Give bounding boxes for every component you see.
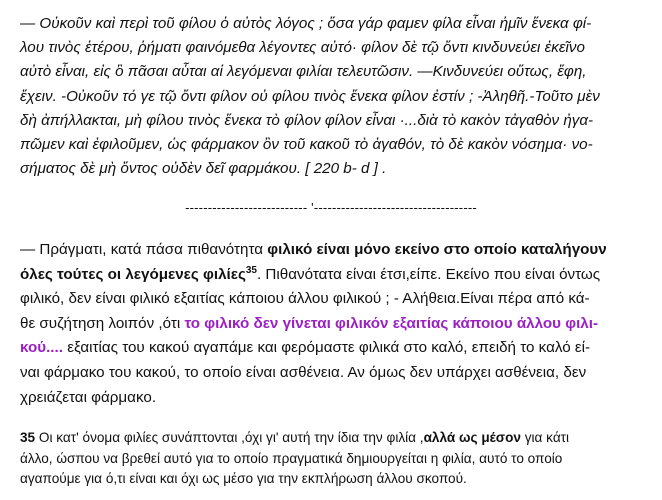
greek-line: δὴ ἀπήλλακται, μὴ φίλου τινὸς ἕνεκα τὸ φίλον φίλον εἶναι ·...διὰ τὸ κακὸν τἀγαθὸν ἠγα- xyxy=(20,111,594,129)
footnote-line: αγαπούμε για ό,τι είναι και όχι ως μέσο για την εκπλήρωση άλλου σκοπού. xyxy=(20,471,467,487)
greek-line: ἔχειν. -Οὐκοῦν τό γε τῷ ὄντι φίλον οὐ φίλου τινὸς ἕνεκα φίλον ἐστίν ; -Ἀληθῆ.-Τοῦτο μὲν xyxy=(20,87,600,105)
translation-text: εξαιτίας του κακού αγαπάμε και φερόμαστε φιλικά στο καλό, επειδή το καλό εί- xyxy=(62,339,591,357)
greek-line: λου τινὸς ἑτέρου, ῥήματι φαινόμεθα λέγοντες αὐτό· φίλον δὲ τῷ ὄντι κινδυνεύει ἐκεῖνο xyxy=(20,39,585,57)
bold-emphasis: όλες τούτες οι λεγόμενες φιλίες xyxy=(20,265,246,283)
bold-emphasis: αλλά ως μέσον xyxy=(423,430,521,445)
translation-line xyxy=(20,263,648,288)
translation-line xyxy=(20,238,648,263)
translation-text: . Πιθανότατα είναι έτσι,είπε. Εκείνο που είναι όντως xyxy=(256,265,601,283)
section-separator: --------------------------- '------------------------------------ xyxy=(185,200,477,215)
greek-line: σήματος δὲ μὴ ὄντος οὐδὲν δεῖ φαρμάκου. [ 220 b- d ] . xyxy=(20,160,387,178)
bold-emphasis: φιλικό είναι μόνο εκείνο στο οποίο καταλήγουν xyxy=(267,241,607,258)
translation-line: ναι φάρμακο του κακού, το οποίο είναι ασθένεια. Αν όμως δεν υπάρχει ασθένεια, δεν xyxy=(20,363,587,381)
footnote xyxy=(20,428,648,490)
translation-line: χρειάζεται φάρμακο. xyxy=(20,388,157,406)
greek-line: — Οὐκοῦν καὶ περὶ τοῦ φίλου ὁ αὐτὸς λόγος ; ὅσα γάρ φαμεν φίλα εἶναι ἡμῖν ἕνεκα φί- xyxy=(20,15,592,32)
footnote-line xyxy=(20,428,648,449)
footnote-text: για κάτι xyxy=(520,430,570,445)
highlighted-phrase: το φιλικό δεν γίνεται φιλικόν εξαιτίας κάποιου άλλου φιλι- xyxy=(184,314,599,332)
footnote-reference[interactable]: 35 xyxy=(245,264,257,276)
translation-text: θε συζήτηση λοιπόν ,ότι xyxy=(20,314,185,332)
translation-text: — Πράγματι, κατά πάσα πιθανότητα xyxy=(20,241,268,258)
footnote-line: άλλο, ώσπου να βρεθεί αυτό για το οποίο πραγματικά δημιουργείται η φιλία, αυτό το οποίο xyxy=(20,450,563,466)
greek-passage xyxy=(20,12,646,181)
footnote-number: 35 xyxy=(20,430,36,445)
translation-line xyxy=(20,336,648,361)
translation-line: φιλικό, δεν είναι φιλικό εξαιτίας κάποιου άλλου φιλικού ; - Αλήθεια.Είναι πέρα από κά- xyxy=(20,290,590,308)
footnote-text: Οι κατ' όνομα φιλίες συνάπτονται ,όχι γι' αυτή την ίδια την φιλία , xyxy=(35,430,424,445)
greek-line: αὐτὸ εἶναι, εἰς ὃ πᾶσαι αὗται αἱ λεγόμεναι φιλίαι τελευτῶσιν. —Κινδυνεύει οὕτως, ἔφη, xyxy=(20,63,587,81)
greek-line: πῶμεν καὶ ἐφιλοῦμεν, ὡς φάρμακον ὂν τοῦ κακοῦ τὸ ἀγαθόν, τὸ δὲ κακὸν νόσημα· νο- xyxy=(20,136,593,154)
translation-line xyxy=(20,312,648,337)
greek-translation xyxy=(20,238,648,410)
highlighted-phrase: κού.... xyxy=(20,339,63,357)
